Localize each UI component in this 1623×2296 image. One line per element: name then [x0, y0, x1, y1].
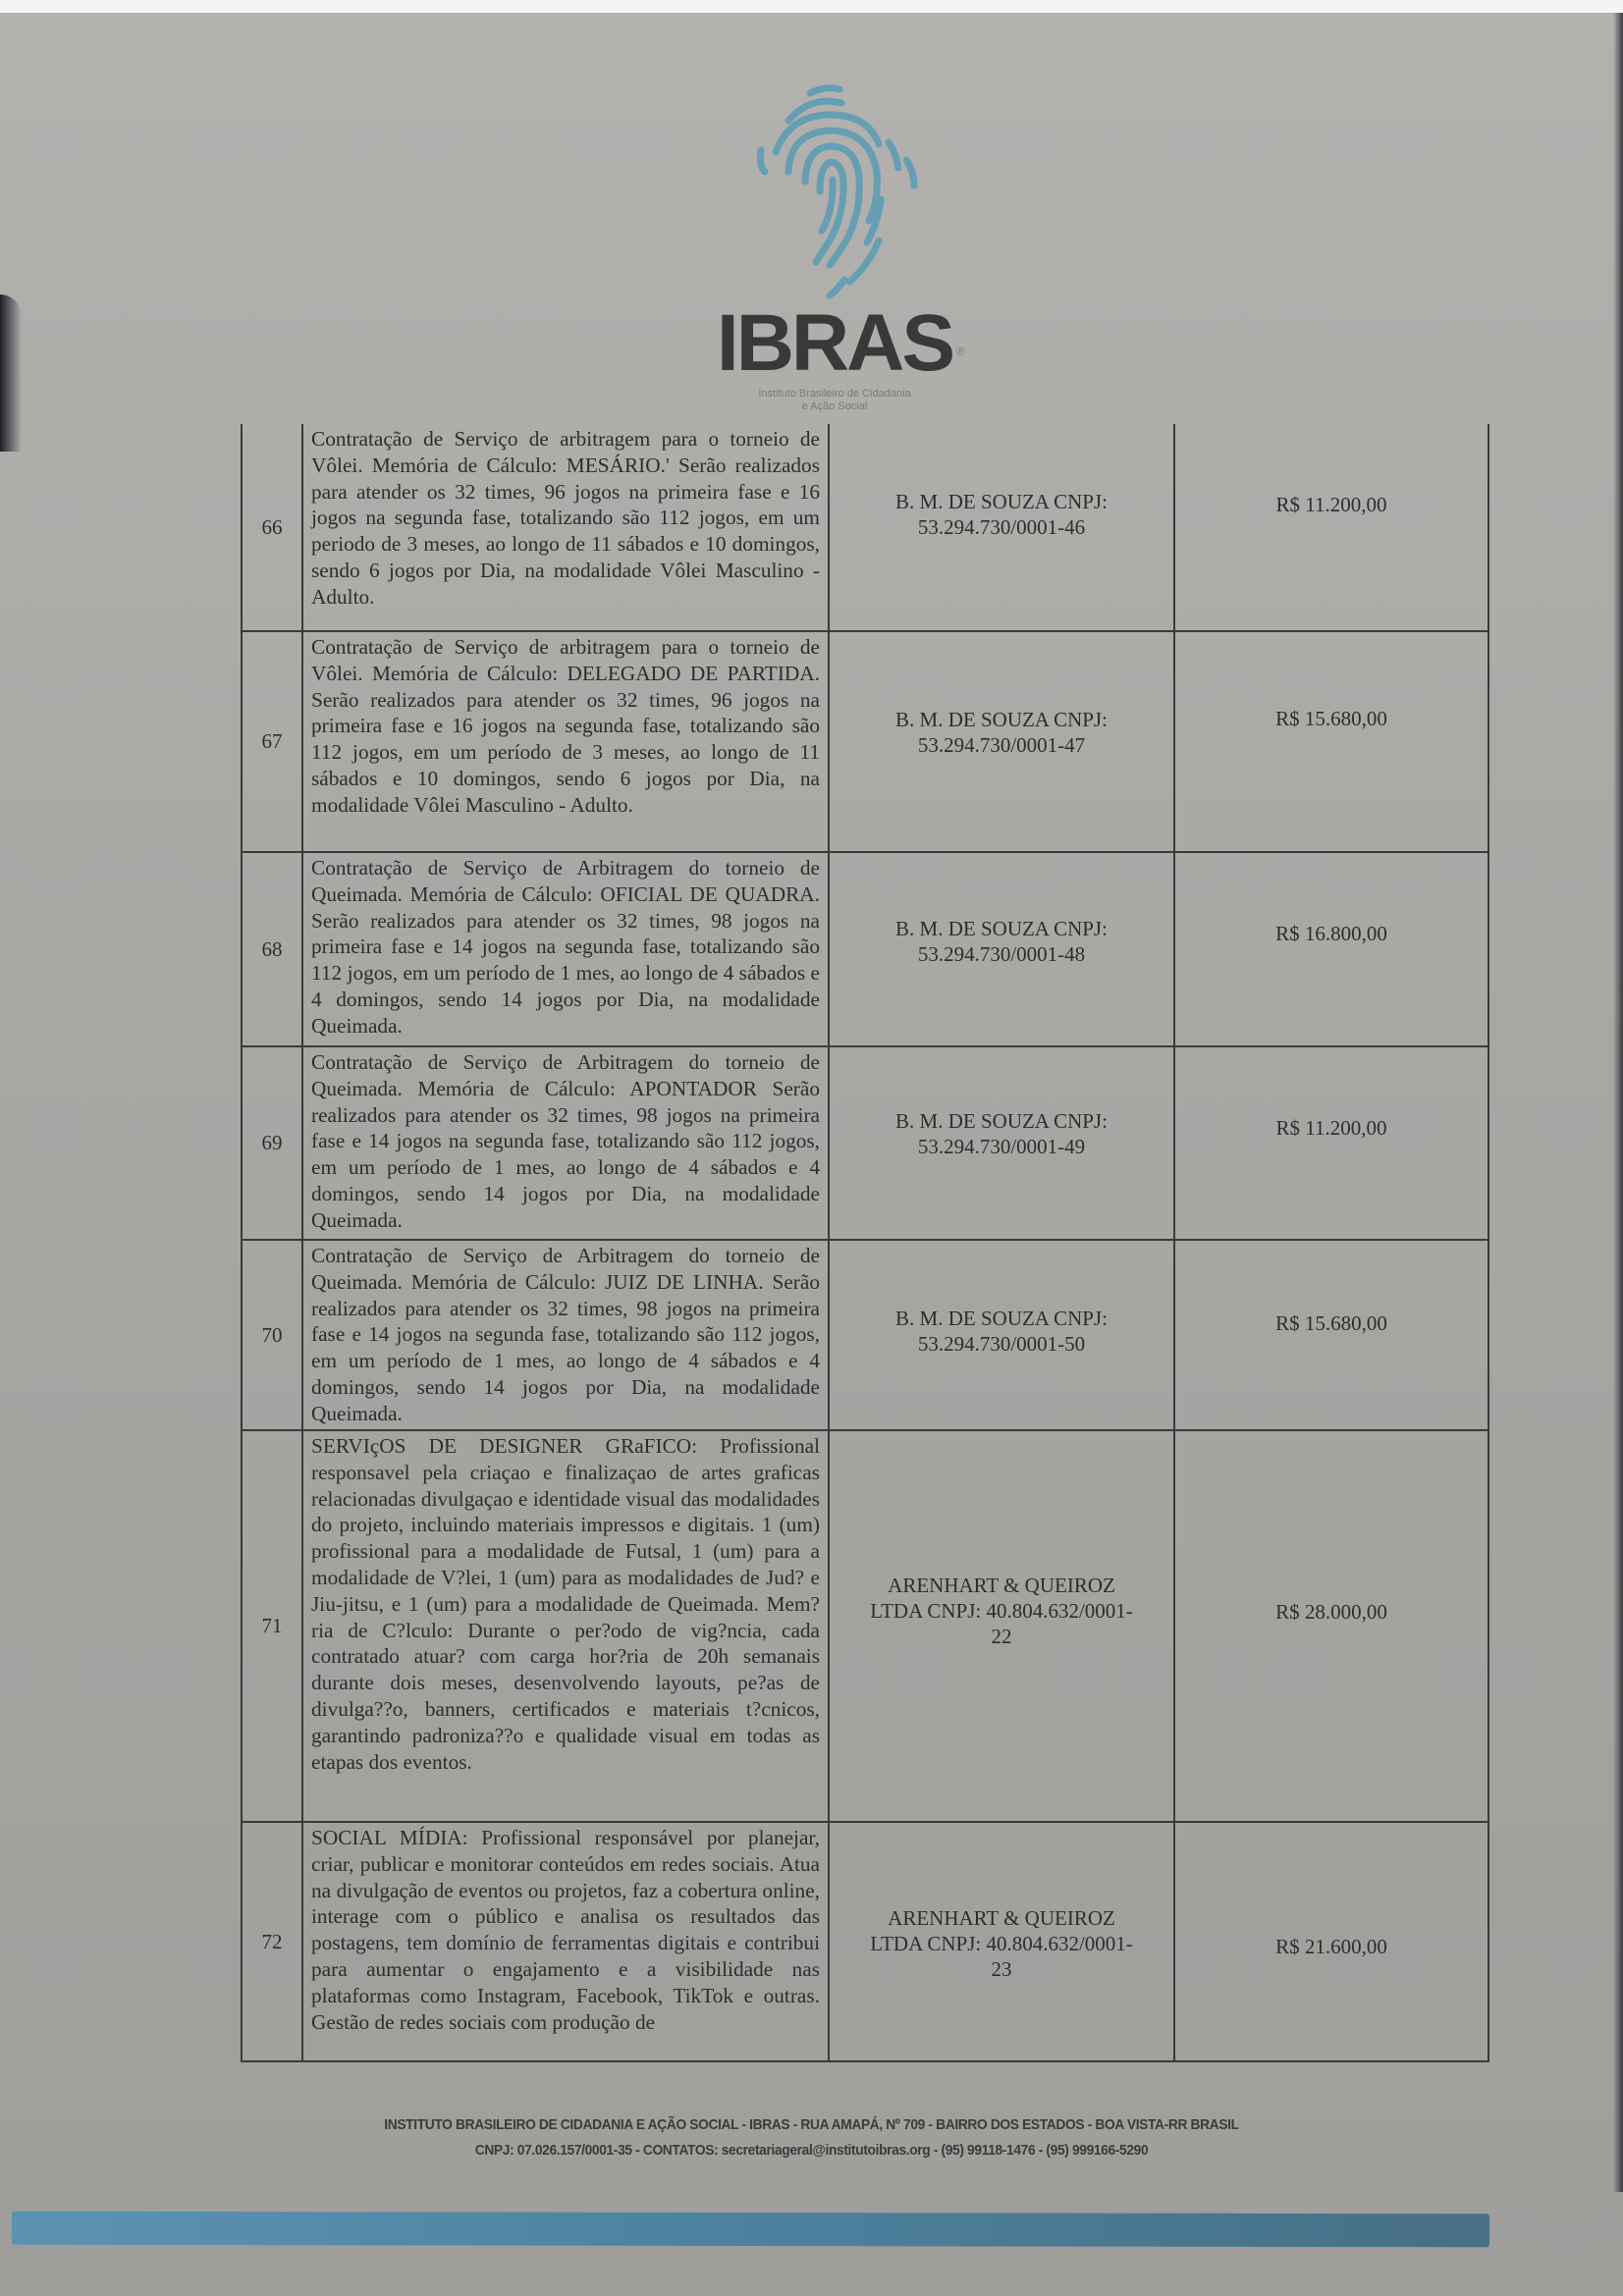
item-value [1174, 1240, 1488, 1430]
ibras-logo [687, 74, 982, 413]
table-row [242, 424, 1488, 631]
item-supplier [829, 1046, 1174, 1240]
supplier-cnpj: 53.294.730/0001-46 [917, 515, 1086, 539]
item-value [1174, 1822, 1488, 2061]
services-table [241, 424, 1489, 2062]
footer-contacts: CNPJ: 07.026.157/0001-35 - CONTATOS: secretariageral@institutoibras.org - (95) 99118-1476 - (95) 999166-5290 [474, 2142, 1149, 2159]
item-value [1174, 1046, 1488, 1240]
value-amount: R$ 11.200,00 [1275, 1116, 1387, 1140]
item-supplier [829, 852, 1174, 1046]
item-value [1174, 852, 1488, 1046]
value-amount: R$ 15.680,00 [1275, 707, 1387, 730]
document-page [0, 13, 1623, 2296]
supplier-name: B. M. DE SOUZA CNPJ: [895, 1109, 1108, 1133]
logo-wordmark: IBRAS ® [716, 298, 965, 388]
item-description-text: SOCIAL MÍDIA: Profissional responsável por planejar, criar, publicar e monitorar conteúdos em redes sociais. Atua na divulgação de eventos ou projetos, faz a cobertura online, interage com o público e analisa os resultados das postagens, tem domínio de ferramentas digitais e contribui para aumentar o engajamento e a visibilidade nas plataformas como Instagram, Facebook, TikTok e outras. Gestão de redes sociais com produção de [311, 1826, 820, 2034]
item-value [1174, 1430, 1488, 1822]
item-number: 68 [242, 852, 302, 1046]
value-amount: R$ 21.600,00 [1275, 1935, 1387, 1958]
item-description: Contratação de Serviço de Arbitragem do torneio de Queimada. Memória de Cálculo: APONTADOR Serão realizados para atender os 32 times, 98 jogos na primeira fase e 14 jogos na segunda fase, totalizando são 112 jogos, em um período de 1 mes, ao longo de 4 sábados e 4 domingos, sendo 14 jogos por Dia, na modalidade Queimada. [302, 1046, 829, 1240]
item-number: 67 [242, 631, 302, 852]
supplier-cnpj: LTDA CNPJ: 40.804.632/0001- [870, 1932, 1133, 1955]
supplier-cnpj-suffix: 22 [991, 1625, 1012, 1648]
value-amount: R$ 16.800,00 [1275, 922, 1387, 945]
item-number: 71 [242, 1430, 302, 1822]
item-number: 69 [242, 1046, 302, 1240]
supplier-cnpj: 53.294.730/0001-48 [917, 942, 1086, 966]
item-description: Contratação de Serviço de arbitragem para o torneio de Vôlei. Memória de Cálculo: DELEGADO DE PARTIDA. Serão realizados para atender os 32 times, 96 jogos na primeira fase e 16 jogos na segunda fase, totalizando são 112 jogos, em um período de 3 meses, ao longo de 11 sábados e 10 domingos, sendo 6 jogos por Dia, na modalidade Vôlei Masculino - Adulto. [302, 631, 829, 852]
fingerprint-brazil-map-icon [731, 74, 938, 299]
supplier-cnpj: LTDA CNPJ: 40.804.632/0001- [870, 1599, 1133, 1623]
supplier-cnpj: 53.294.730/0001-49 [917, 1135, 1086, 1158]
item-number: 66 [242, 424, 302, 631]
table-row [242, 1430, 1488, 1822]
supplier-name: B. M. DE SOUZA CNPJ: [895, 490, 1108, 513]
item-description: SERVIçOS DE DESIGNER GRaFICO: Profissional responsavel pela criaçao e finalizaçao de artes graficas relacionadas divulgaçao e identidade visual das modalidades do projeto, incluindo materiais impressos e digitais. 1 (um) profissional para a modalidade de Futsal, 1 (um) para a modalidade de V?lei, 1 (um) para as modalidades de Jud? e Jiu-jitsu, e 1 (um) para a modalidade de Queimada. Mem?ria de C?lculo: Durante o per?odo de vig?ncia, cada contratado atuar? com carga hor?ria de 20h semanais durante dois meses, desenvolvendo layouts, pe?as de divulga??o, banners, certificados e materiais t?cnicos, garantindo padroniza??o e qualidade visual em todas as etapas dos eventos. [302, 1430, 829, 1822]
value-amount: R$ 11.200,00 [1275, 493, 1387, 516]
table-row [242, 1822, 1488, 2061]
item-description [302, 1822, 829, 2061]
supplier-name: ARENHART & QUEIROZ [888, 1906, 1115, 1930]
supplier-name: B. M. DE SOUZA CNPJ: [895, 1307, 1108, 1330]
value-amount: R$ 15.680,00 [1275, 1311, 1387, 1335]
item-supplier [829, 1240, 1174, 1430]
item-supplier [829, 631, 1174, 852]
page-footer [0, 2113, 1623, 2163]
item-description: Contratação de Serviço de Arbitragem do torneio de Queimada. Memória de Cálculo: JUIZ DE LINHA. Serão realizados para atender os 32 times, 98 jogos na primeira fase e 14 jogos na segunda fase, totalizando são 112 jogos, em um período de 1 mes, ao longo de 4 sábados e 4 domingos, sendo 14 jogos por Dia, na modalidade Queimada. [302, 1240, 829, 1430]
supplier-cnpj-suffix: 23 [991, 1957, 1012, 1981]
logo-subtitle-line1: Instituto Brasileiro de Cidadania [758, 388, 911, 400]
logo-subtitle-line2: e Ação Social [801, 400, 868, 412]
item-value [1174, 631, 1488, 852]
item-supplier [829, 1430, 1174, 1822]
footer-address: INSTITUTO BRASILEIRO DE CIDADANIA E AÇÃO SOCIAL - IBRAS - RUA AMAPÁ, Nº 709 - BAIRRO DOS ESTADOS - BOA VISTA-RR BRASIL [384, 2116, 1239, 2133]
table-row [242, 852, 1488, 1046]
table-row [242, 631, 1488, 852]
supplier-name: B. M. DE SOUZA CNPJ: [895, 708, 1108, 731]
table-row [242, 1046, 1488, 1240]
supplier-cnpj: 53.294.730/0001-47 [917, 733, 1086, 757]
table-row [242, 1240, 1488, 1430]
supplier-name: ARENHART & QUEIROZ [888, 1574, 1115, 1597]
item-supplier [829, 1822, 1174, 2061]
item-supplier [829, 424, 1174, 631]
value-amount: R$ 28.000,00 [1275, 1600, 1387, 1624]
top-white-strip [0, 0, 1623, 13]
item-number: 70 [242, 1240, 302, 1430]
supplier-cnpj: 53.294.730/0001-50 [917, 1332, 1086, 1356]
item-value [1174, 424, 1488, 631]
supplier-name: B. M. DE SOUZA CNPJ: [895, 917, 1108, 940]
footer-decorative-bar [12, 2212, 1489, 2248]
item-description: Contratação de Serviço de arbitragem para o torneio de Vôlei. Memória de Cálculo: MESÁRIO.' Serão realizados para atender os 32 times, 96 jogos na primeira fase e 16 jogos na segunda fase, totalizando são 112 jogos, em um periodo de 3 meses, ao longo de 11 sábados e 10 domingos, sendo 6 jogos por Dia, na modalidade Vôlei Masculino - Adulto. [302, 424, 829, 631]
item-description: Contratação de Serviço de Arbitragem do torneio de Queimada. Memória de Cálculo: OFICIAL DE QUADRA. Serão realizados para atender os 32 times, 98 jogos na primeira fase e 14 jogos na segunda fase, totalizando são 112 jogos, em um período de 1 mes, ao longo de 4 sábados e 4 domingos, sendo 14 jogos por Dia, na modalidade Queimada. [302, 852, 829, 1046]
item-number: 72 [242, 1822, 302, 2061]
